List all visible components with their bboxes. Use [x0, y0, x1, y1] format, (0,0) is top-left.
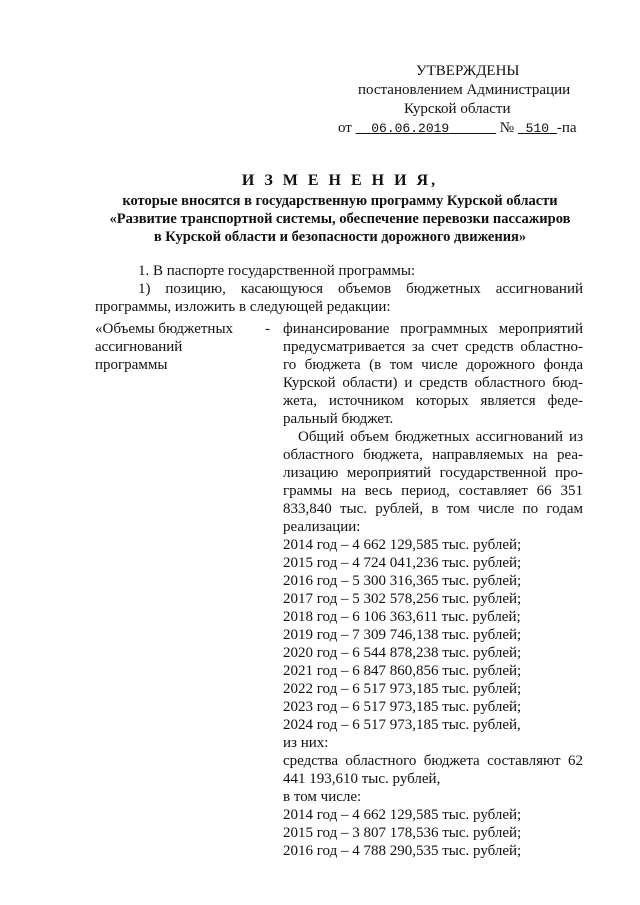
year-line: 2014 год – 4 662 129,585 тыс. рублей; — [283, 807, 522, 823]
years-list-regional — [283, 806, 583, 860]
year-line: 2016 год – 5 300 316,365 тыс. рублей; — [283, 573, 522, 589]
passport-label-column — [95, 320, 270, 374]
year-line: 2015 год – 4 724 041,236 тыс. рублей; — [283, 555, 522, 571]
intro-paragraph-1: 1. В паспорте государственной программы: — [138, 263, 416, 279]
number-suffix: -па — [556, 120, 577, 136]
including-label: в том числе: — [283, 789, 362, 805]
approval-number: 510 — [525, 121, 550, 136]
approval-date-line — [322, 119, 602, 138]
year-line: 2019 год – 7 309 746,138 тыс. рублей; — [283, 627, 522, 643]
approval-title: УТВЕРЖДЕНЫ — [416, 63, 520, 79]
year-line: 2024 год – 6 517 973,185 тыс. рублей, — [283, 717, 521, 733]
heading-line-1: которые вносятся в государственную программу Курской области — [122, 193, 558, 209]
year-line: 2018 год – 6 106 363,611 тыс. рублей; — [283, 609, 521, 625]
document-heading — [80, 172, 600, 246]
label-line-1: «Объемы бюджетных - — [95, 321, 270, 337]
label-line-2: ассигнований — [95, 339, 183, 355]
approval-line-2: постановлением Администрации — [358, 82, 571, 98]
of-them-label: из них: — [283, 735, 329, 751]
financing-paragraph: финансирование программных мероприятий предусматривается за счет средств областно-го бюджета (в том числе дорожного фонда Курской области) и средств областного бюд-жета, источником которых является феде-ральный бюджет. — [283, 321, 583, 427]
year-line: 2020 год – 6 544 878,238 тыс. рублей; — [283, 645, 522, 661]
intro-paragraph-2: 1) позицию, касающуюся объемов бюджетных ассигнований программы, изложить в следующей редакции: — [95, 281, 583, 315]
date-prefix: от — [338, 120, 352, 136]
years-list-total — [283, 536, 583, 734]
year-line: 2021 год – 6 847 860,856 тыс. рублей; — [283, 663, 522, 679]
year-line: 2017 год – 5 302 578,256 тыс. рублей; — [283, 591, 522, 607]
approval-date: 06.06.2019 — [371, 121, 450, 136]
number-prefix: № — [499, 120, 515, 136]
heading-line-2: «Развитие транспортной системы, обеспечение перевозки пассажиров — [109, 211, 571, 227]
year-line: 2016 год – 4 788 290,535 тыс. рублей; — [283, 843, 522, 859]
total-volume-paragraph: Общий объем бюджетных ассигнований из областного бюджета, направляемых на реа-лизацию мероприятий государственной про-граммы на весь период, составляет 66 351 833,840 тыс. рублей, в том числе по годам реализации: — [283, 429, 583, 535]
label-line-3: программы — [95, 357, 168, 373]
passport-value-column — [283, 320, 583, 860]
year-line: 2022 год – 6 517 973,185 тыс. рублей; — [283, 681, 522, 697]
intro-section — [95, 262, 583, 316]
approval-block — [322, 62, 602, 138]
heading-line-3: в Курской области и безопасности дорожного движения» — [153, 229, 527, 245]
regional-budget-paragraph: средства областного бюджета составляют 62 441 193,610 тыс. рублей, — [283, 753, 583, 787]
year-line: 2015 год – 3 807 178,536 тыс. рублей; — [283, 825, 522, 841]
year-line: 2014 год – 4 662 129,585 тыс. рублей; — [283, 537, 522, 553]
heading-title: И З М Е Н Е Н И Я, — [241, 172, 439, 189]
year-line: 2023 год – 6 517 973,185 тыс. рублей; — [283, 699, 522, 715]
approval-line-3: Курской области — [404, 101, 511, 117]
